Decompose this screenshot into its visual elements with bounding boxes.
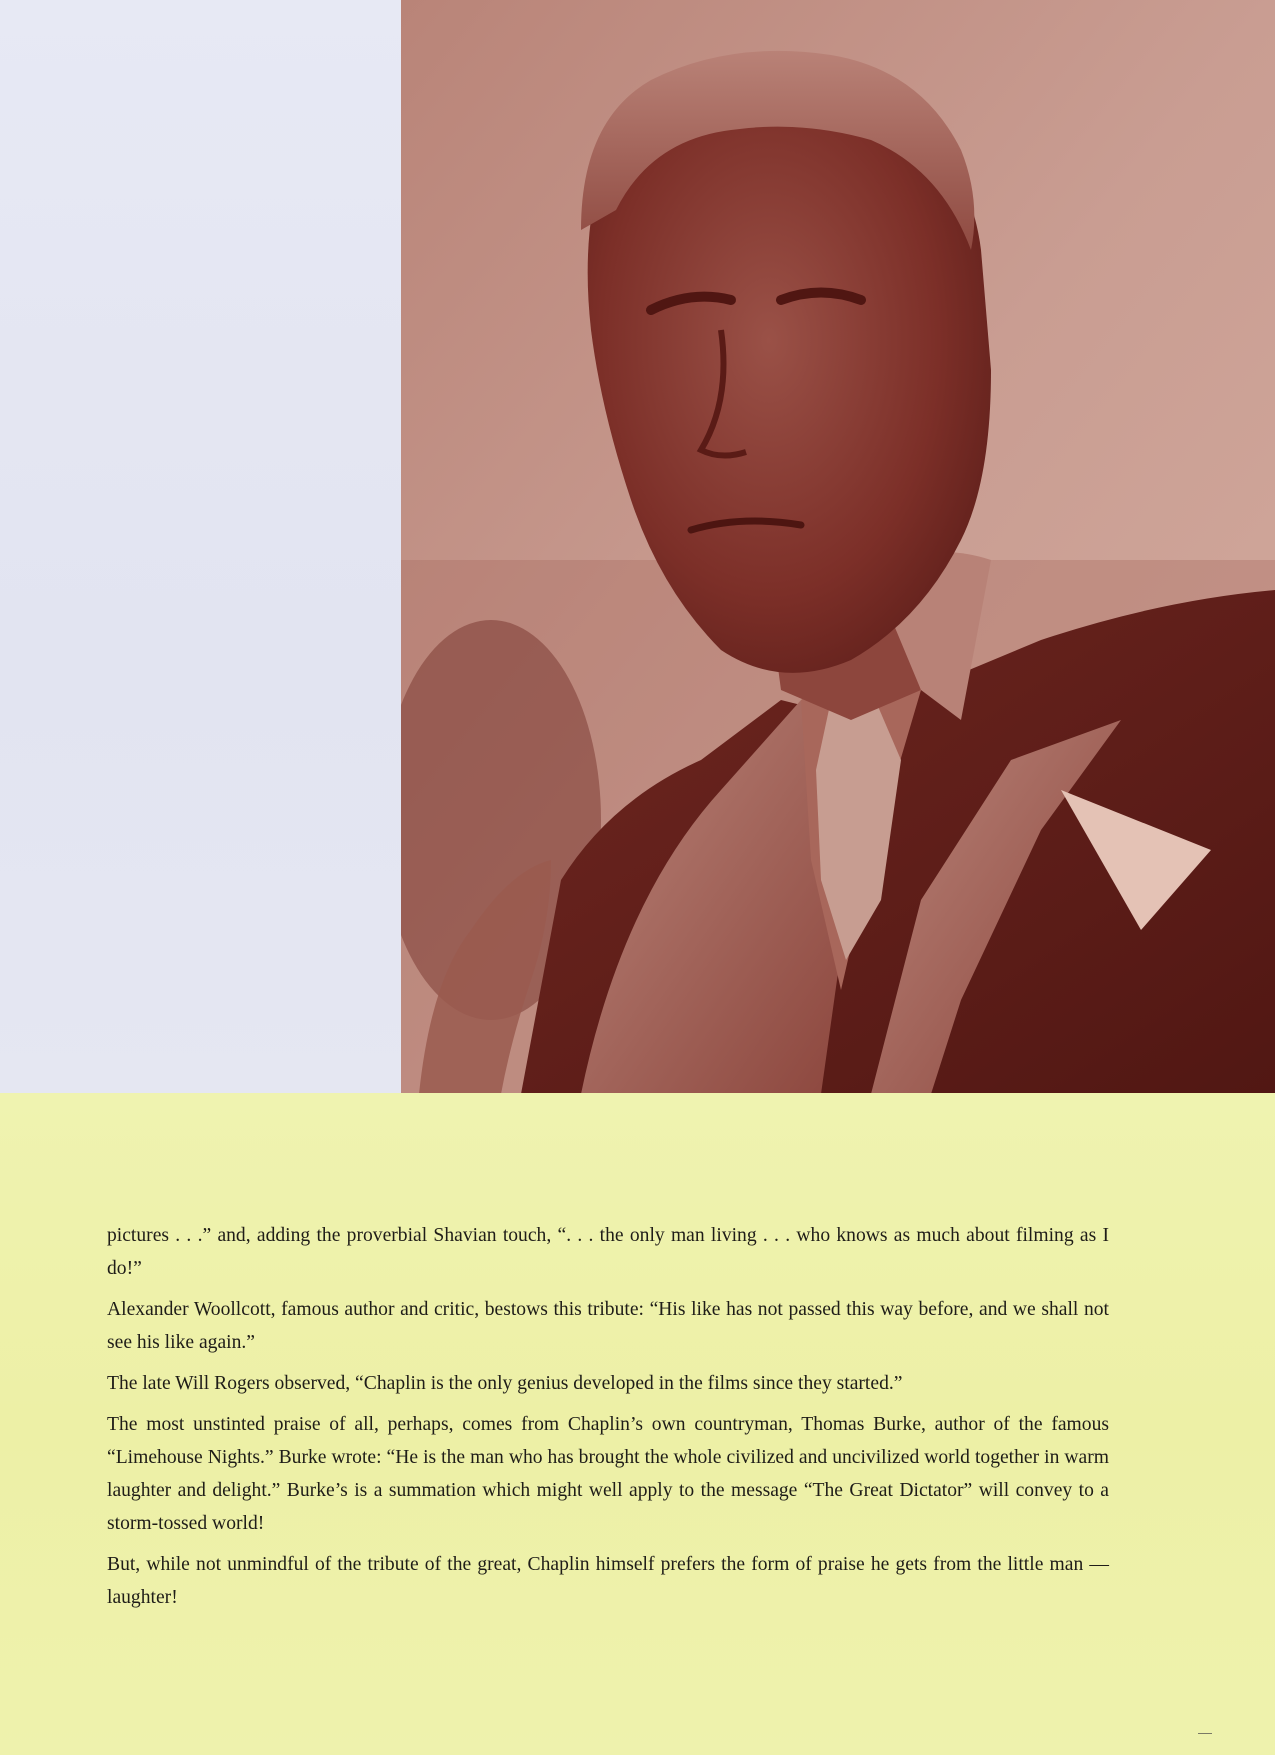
paragraph-will-rogers: The late Will Rogers observed, “Chaplin is the only genius developed in the films since they started.” (107, 1373, 903, 1394)
paragraph-shavian-quote: pictures . . .” and, adding the proverbial Shavian touch, “. . . the only man living . . . who knows as much about filming as I do!” (107, 1225, 1109, 1279)
paragraph-little-man-laughter: But, while not unmindful of the tribute of the great, Chaplin himself prefers the form of praise he gets from the little man — laughter! (107, 1554, 1109, 1608)
portrait-photo (401, 0, 1275, 1094)
article-body (107, 1219, 1109, 1622)
paragraph-thomas-burke: The most unstinted praise of all, perhaps, comes from Chaplin’s own countryman, Thomas Burke, author of the famous “Limehouse Nights.” Burke wrote: “He is the man who has brought the whole civilized and uncivilized world together in warm laughter and delight.” Burke’s is a summation which might well apply to the message “The Great Dictator” will convey to a storm-tossed world! (107, 1414, 1109, 1534)
page-mark (1198, 1733, 1212, 1734)
portrait-illustration (401, 0, 1275, 1094)
paragraph-woollcott-tribute: Alexander Woollcott, famous author and critic, bestows this tribute: “His like has not passed this way before, and we shall not see his like again.” (107, 1299, 1109, 1353)
blank-panel (0, 0, 402, 1093)
